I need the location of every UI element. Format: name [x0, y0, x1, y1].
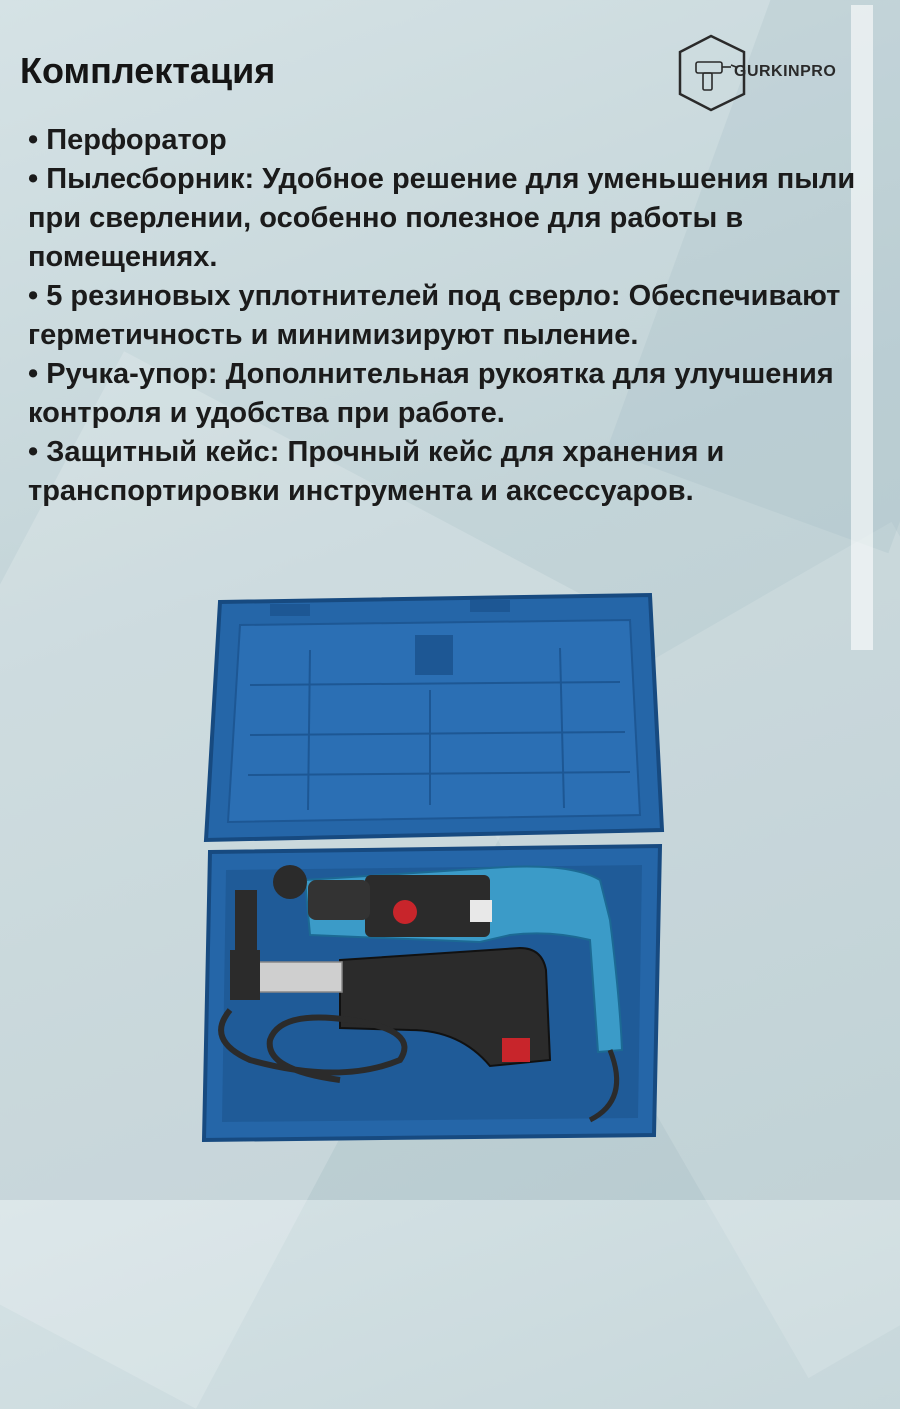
brand-name: GURKINPRO	[734, 63, 837, 80]
list-item: • Ручка-упор: Дополнительная рукоятка для улучшения контроля и удобства при работе.	[28, 355, 858, 433]
list-item: • Перфоратор	[28, 121, 858, 160]
list-item: • Пылесборник: Удобное решение для уменьшения пыли при сверлении, особенно полезное для работы в помещениях.	[28, 160, 858, 277]
page-title: Комплектация	[20, 50, 276, 91]
rotary-hammer-case-image	[190, 590, 680, 1150]
list-item: • Защитный кейс: Прочный кейс для хранения и транспортировки инструмента и аксессуаров.	[28, 433, 858, 511]
list-item: • 5 резиновых уплотнителей под сверло: Обеспечивают герметичность и минимизируют пыление.	[28, 277, 858, 355]
features-list	[28, 121, 858, 511]
